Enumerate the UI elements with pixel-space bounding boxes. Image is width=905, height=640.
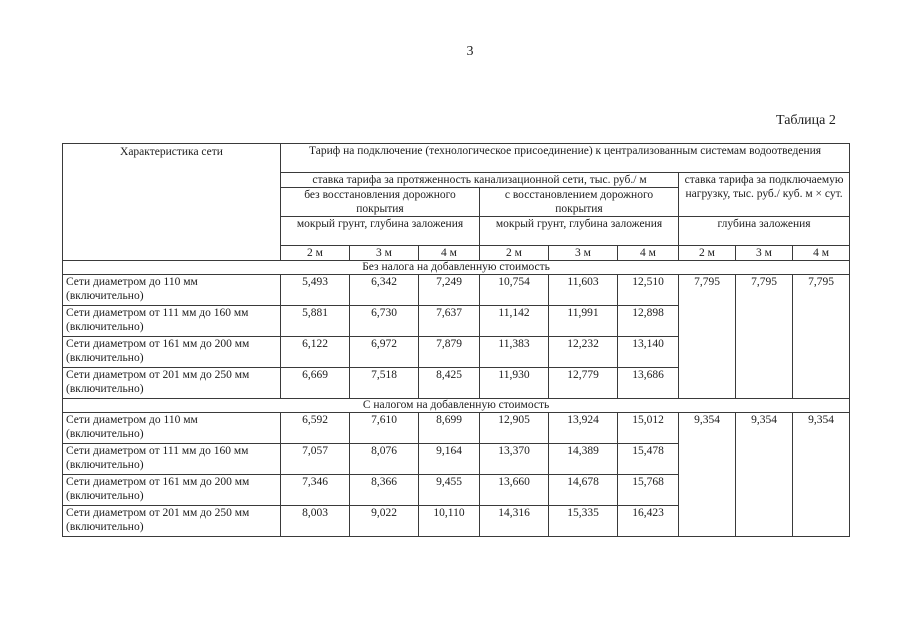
table-caption: Таблица 2 (776, 113, 836, 128)
row-label: Сети диаметром от 111 мм до 160 мм (включительно) (63, 306, 281, 337)
header-load-rate: ставка тарифа за подключаемую нагрузку, тыс. руб./ куб. м × сут. (679, 173, 850, 217)
row-label: Сети диаметром от 201 мм до 250 мм (включительно) (63, 506, 281, 537)
table-cell: 5,881 (281, 306, 350, 337)
row-label: Сети диаметром до 110 мм (включительно) (63, 413, 281, 444)
load-rate-cell: 7,795 (679, 275, 736, 399)
load-rate-cell: 9,354 (793, 413, 850, 537)
table-cell: 15,012 (618, 413, 679, 444)
table-cell: 11,383 (480, 337, 549, 368)
load-rate-cell: 7,795 (736, 275, 793, 399)
header-depth-value: 4 м (793, 246, 850, 261)
header-depth: глубина заложения (679, 217, 850, 246)
header-depth-value: 4 м (419, 246, 480, 261)
table-cell: 9,164 (419, 444, 480, 475)
row-label: Сети диаметром от 161 мм до 200 мм (включительно) (63, 337, 281, 368)
table-cell: 14,316 (480, 506, 549, 537)
table-cell: 6,972 (350, 337, 419, 368)
table-cell: 11,991 (549, 306, 618, 337)
header-depth-value: 2 м (679, 246, 736, 261)
row-label: Сети диаметром от 161 мм до 200 мм (включительно) (63, 475, 281, 506)
table-cell: 7,249 (419, 275, 480, 306)
table-cell: 5,493 (281, 275, 350, 306)
table-cell: 14,678 (549, 475, 618, 506)
table-cell: 12,232 (549, 337, 618, 368)
table-cell: 6,592 (281, 413, 350, 444)
section-title: Без налога на добавленную стоимость (63, 261, 850, 275)
table-cell: 8,003 (281, 506, 350, 537)
header-wet-soil-depth: мокрый грунт, глубина заложения (480, 217, 679, 246)
table-cell: 8,699 (419, 413, 480, 444)
table-cell: 15,768 (618, 475, 679, 506)
table-cell: 15,335 (549, 506, 618, 537)
table-cell: 12,510 (618, 275, 679, 306)
table-row (63, 275, 850, 306)
header-depth-value: 3 м (549, 246, 618, 261)
table-cell: 7,346 (281, 475, 350, 506)
table-cell: 11,930 (480, 368, 549, 399)
table-cell: 12,898 (618, 306, 679, 337)
row-label: Сети диаметром от 111 мм до 160 мм (включительно) (63, 444, 281, 475)
table-row (63, 413, 850, 444)
table-cell: 6,342 (350, 275, 419, 306)
header-depth-value: 2 м (480, 246, 549, 261)
header-depth-value: 3 м (736, 246, 793, 261)
table-cell: 11,603 (549, 275, 618, 306)
section-title: С налогом на добавленную стоимость (63, 399, 850, 413)
page-number: 3 (466, 44, 474, 59)
table-cell: 13,370 (480, 444, 549, 475)
table-cell: 6,730 (350, 306, 419, 337)
table-cell: 7,057 (281, 444, 350, 475)
table-cell: 8,076 (350, 444, 419, 475)
table-header (63, 144, 850, 261)
table-cell: 6,122 (281, 337, 350, 368)
header-characteristic: Характеристика сети (63, 144, 281, 261)
table-cell: 13,686 (618, 368, 679, 399)
row-label: Сети диаметром до 110 мм (включительно) (63, 275, 281, 306)
load-rate-cell: 9,354 (736, 413, 793, 537)
table-cell: 7,610 (350, 413, 419, 444)
table-body (63, 261, 850, 537)
table-cell: 8,425 (419, 368, 480, 399)
table-cell: 13,140 (618, 337, 679, 368)
table-cell: 7,637 (419, 306, 480, 337)
header-wet-soil-depth: мокрый грунт, глубина заложения (281, 217, 480, 246)
header-depth-value: 3 м (350, 246, 419, 261)
table-cell: 7,518 (350, 368, 419, 399)
header-tariff-title: Тариф на подключение (технологическое присоединение) к централизованным системам водоотведения (281, 144, 850, 173)
table-cell: 10,110 (419, 506, 480, 537)
table-cell: 8,366 (350, 475, 419, 506)
table-cell: 12,905 (480, 413, 549, 444)
header-depth-value: 2 м (281, 246, 350, 261)
row-label: Сети диаметром от 201 мм до 250 мм (включительно) (63, 368, 281, 399)
load-rate-cell: 9,354 (679, 413, 736, 537)
table-cell: 6,669 (281, 368, 350, 399)
load-rate-cell: 7,795 (793, 275, 850, 399)
table-cell: 11,142 (480, 306, 549, 337)
table-cell: 9,022 (350, 506, 419, 537)
table-cell: 9,455 (419, 475, 480, 506)
table-cell: 10,754 (480, 275, 549, 306)
tariff-table (62, 143, 850, 537)
table-cell: 7,879 (419, 337, 480, 368)
header-depth-value: 4 м (618, 246, 679, 261)
header-without-restoration: без восстановления дорожного покрытия (281, 188, 480, 217)
table-cell: 13,660 (480, 475, 549, 506)
table-cell: 16,423 (618, 506, 679, 537)
header-length-rate: ставка тарифа за протяженность канализационной сети, тыс. руб./ м (281, 173, 679, 188)
table-cell: 14,389 (549, 444, 618, 475)
table-cell: 12,779 (549, 368, 618, 399)
table-cell: 13,924 (549, 413, 618, 444)
header-with-restoration: с восстановлением дорожного покрытия (480, 188, 679, 217)
table-cell: 15,478 (618, 444, 679, 475)
